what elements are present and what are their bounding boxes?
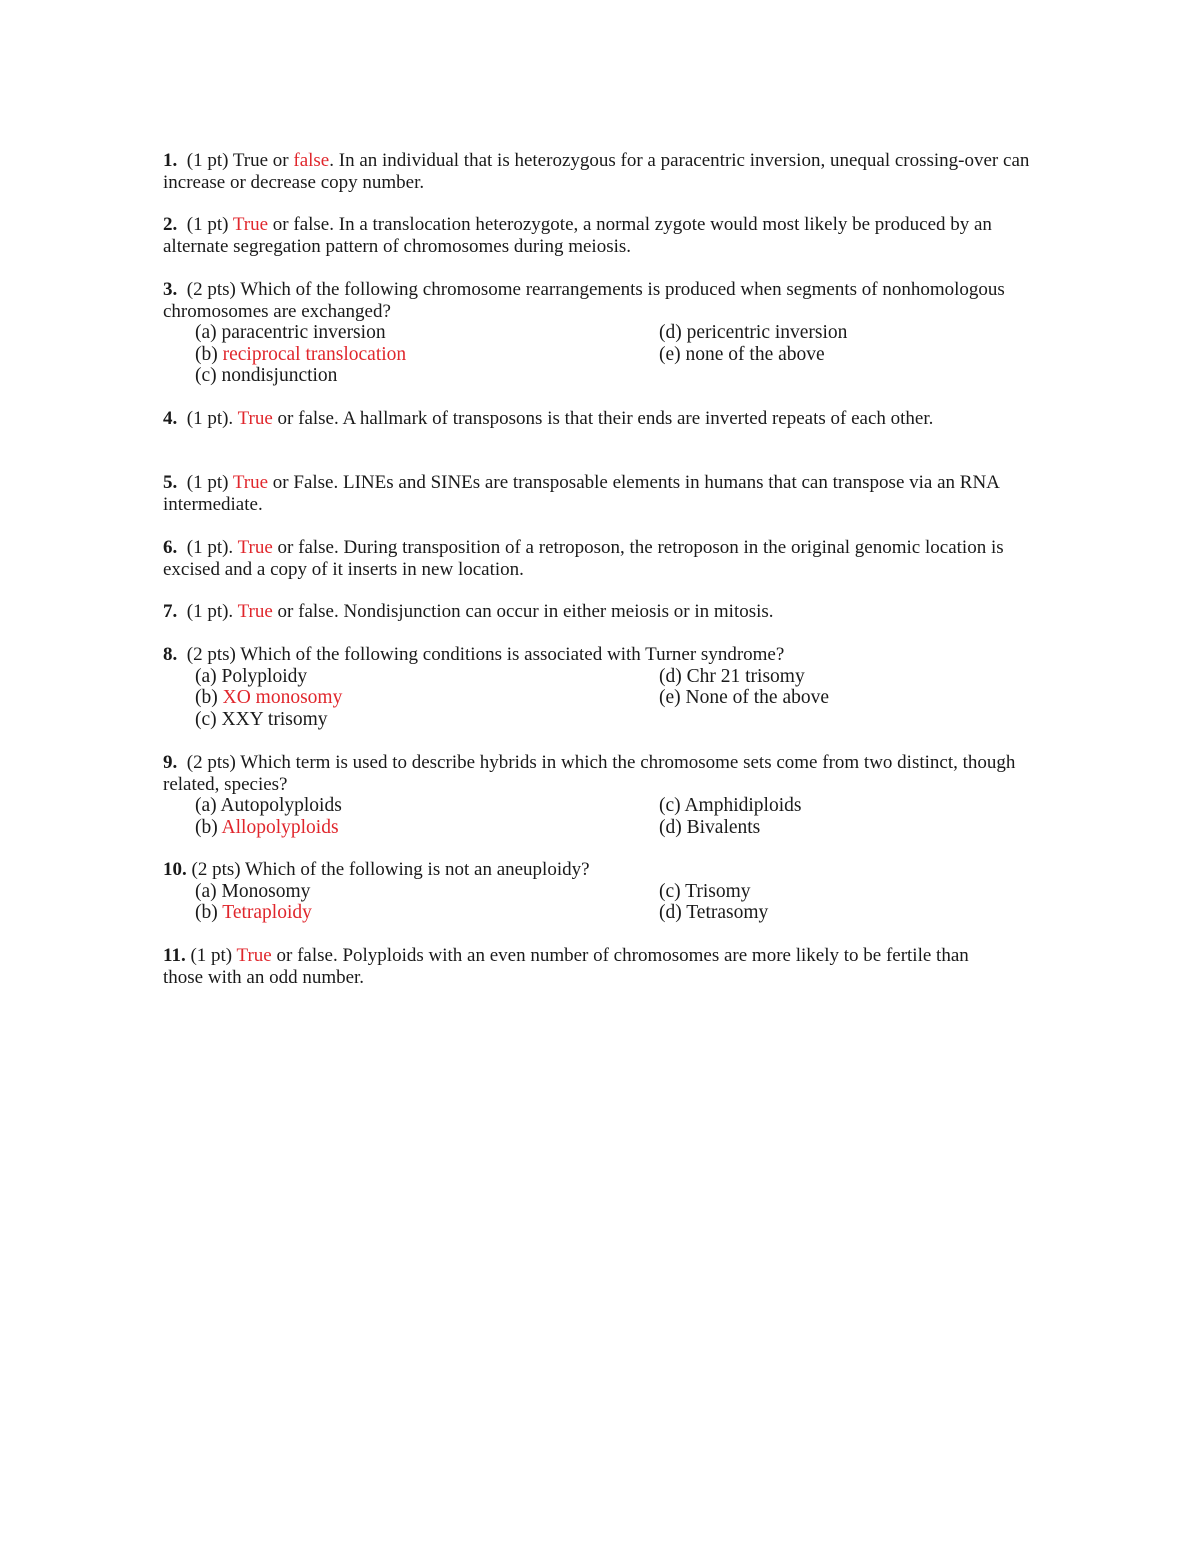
- option-b: [195, 817, 339, 839]
- question-text: or False. LINEs and SINEs are transposable elements in humans that can transpose via an RNA intermediate.: [163, 472, 999, 515]
- question-text: or false. A hallmark of transposons is that their ends are inverted repeats of each other.: [272, 408, 934, 429]
- question-text: . In an individual that is heterozygous for a paracentric inversion, unequal crossing-over can increase or decrease copy number.: [163, 150, 1030, 193]
- question-number: 4.: [163, 408, 178, 429]
- question-text: (1 pt): [190, 945, 237, 966]
- question-number: 8.: [163, 644, 178, 665]
- answer-highlight: True: [232, 472, 269, 493]
- question-text: or false. Nondisjunction can occur in either meiosis or in mitosis.: [272, 601, 774, 622]
- answer-highlight: True: [232, 214, 269, 235]
- question-number: 6.: [163, 537, 178, 558]
- question-text: (1 pt).: [186, 601, 238, 622]
- question-text: (1 pt): [186, 472, 233, 493]
- option-c: (c) Trisomy: [659, 880, 751, 902]
- answer-highlight: True: [237, 537, 273, 558]
- option-a: (a) Polyploidy: [195, 665, 308, 687]
- option-b: [195, 902, 312, 924]
- answer-highlight: XO monosomy: [222, 687, 343, 708]
- question-number: 10.: [163, 859, 187, 880]
- option-a: (a) Autopolyploids: [195, 795, 342, 816]
- question-3: [163, 279, 1043, 386]
- option-d: (d) Tetrasomy: [659, 902, 769, 923]
- option-c: (c) nondisjunction: [195, 365, 338, 386]
- option-e: (e) none of the above: [659, 343, 825, 365]
- answer-highlight: Tetraploidy: [222, 902, 312, 923]
- question-text: (2 pts) Which of the following conditions is associated with Turner syndrome?: [186, 644, 785, 665]
- option-letter: (b): [195, 816, 222, 838]
- option-a: (a) Monosomy: [195, 880, 311, 902]
- question-number: 7.: [163, 601, 178, 622]
- question-6: [163, 537, 1013, 580]
- question-number: 3.: [163, 279, 178, 300]
- question-number: 1.: [163, 150, 178, 171]
- option-c: (c) Amphidiploids: [659, 795, 802, 816]
- question-9: [163, 752, 1043, 838]
- question-number: 2.: [163, 214, 178, 235]
- question-text: (2 pts) Which term is used to describe hybrids in which the chromosome sets come from two distinct, though related, species?: [163, 752, 1016, 795]
- question-text: or false. During transposition of a retroposon, the retroposon in the original genomic location is excised and a copy of it inserts in new location.: [163, 537, 1004, 580]
- option-c: (c) XXY trisomy: [195, 708, 328, 730]
- option-e: (e) None of the above: [659, 687, 830, 708]
- question-7: [163, 601, 1043, 623]
- question-1: [163, 150, 1043, 193]
- answer-highlight: Allopolyploids: [221, 816, 339, 838]
- question-8: [163, 644, 1043, 730]
- question-number: 11.: [163, 945, 186, 966]
- question-5: [163, 472, 1023, 515]
- option-d: (d) Chr 21 trisomy: [659, 665, 805, 687]
- option-letter: (b): [195, 902, 223, 923]
- option-a: (a) paracentric inversion: [195, 322, 386, 343]
- question-text: (1 pt): [186, 214, 233, 235]
- question-10: [163, 859, 1043, 923]
- option-letter: (b): [195, 687, 223, 708]
- question-text: (1 pt) True or: [186, 150, 294, 171]
- question-text: or false. Polyploids with an even number of chromosomes are more likely to be fertile than those with an odd number.: [163, 945, 969, 988]
- option-d: (d) pericentric inversion: [659, 322, 848, 343]
- question-text: (1 pt).: [186, 537, 238, 558]
- question-2: [163, 214, 1043, 257]
- question-text: (2 pts) Which of the following chromosome rearrangements is produced when segments of nonhomologous chromosomes are exchanged?: [163, 279, 1005, 322]
- option-d: (d) Bivalents: [659, 816, 761, 838]
- answer-highlight: false: [293, 150, 330, 171]
- question-number: 9.: [163, 752, 178, 773]
- question-4: [163, 408, 1043, 430]
- option-b: [195, 344, 406, 366]
- answer-highlight: True: [237, 601, 273, 622]
- option-letter: (b): [195, 343, 223, 365]
- question-text: or false. In a translocation heterozygote, a normal zygote would most likely be produced by an alternate segregation pattern of chromosomes during meiosis.: [163, 214, 992, 257]
- answer-highlight: reciprocal translocation: [222, 343, 407, 365]
- question-11: [163, 945, 1013, 988]
- option-b: [195, 687, 342, 709]
- answer-highlight: True: [236, 945, 272, 966]
- answer-highlight: True: [237, 408, 273, 429]
- question-text: (2 pts) Which of the following is not an aneuploidy?: [191, 859, 590, 880]
- question-number: 5.: [163, 472, 178, 493]
- question-text: (1 pt).: [186, 408, 238, 429]
